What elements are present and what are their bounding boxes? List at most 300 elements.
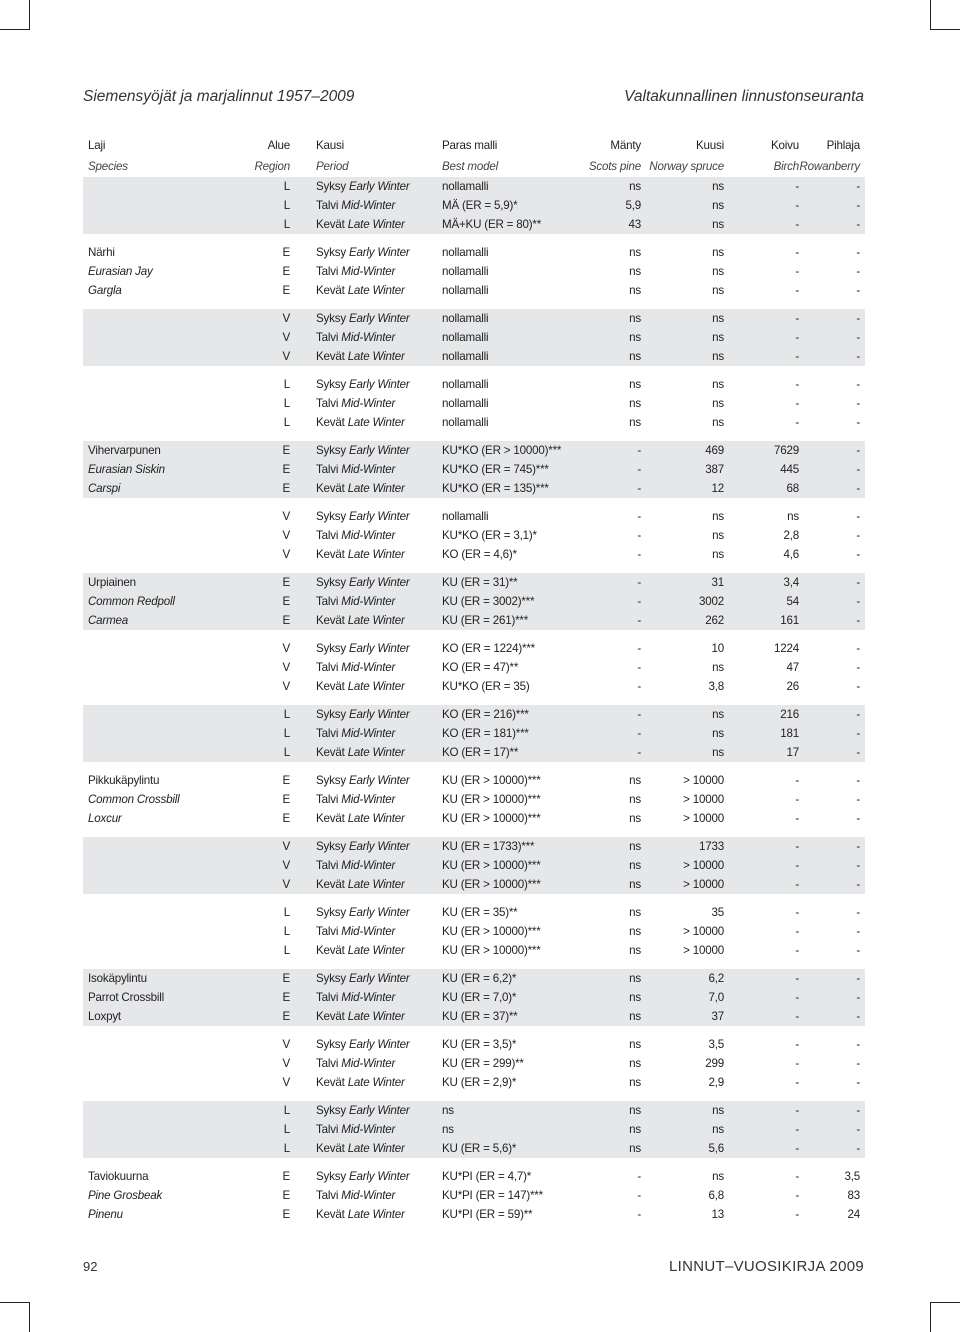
group-spacer	[83, 366, 865, 375]
birch-cell: -	[795, 246, 799, 259]
birch-cell: -	[795, 1038, 799, 1051]
norway-spruce-cell: 2,9	[708, 1076, 724, 1089]
norway-spruce-cell: 1733	[699, 840, 724, 853]
norway-spruce-cell: ns	[712, 548, 724, 561]
period-cell	[316, 611, 405, 630]
period-fi: Talvi	[316, 991, 339, 1004]
period-en: Early Winter	[348, 1170, 410, 1183]
scots-pine-cell: 43	[628, 218, 641, 231]
period-cell	[316, 705, 410, 724]
region-cell: V	[282, 1057, 290, 1070]
period-fi: Syksy	[316, 1170, 346, 1183]
period-cell	[316, 790, 395, 809]
birch-cell: 26	[786, 680, 799, 693]
col-header-species-en: Species	[88, 160, 128, 173]
region-cell: L	[283, 925, 290, 938]
region-cell: E	[282, 463, 290, 476]
scots-pine-cell: -	[637, 614, 641, 627]
species-cell: Närhi	[88, 246, 115, 259]
crop-mark	[29, 1302, 30, 1332]
col-header-scots-pine-en: Scots pine	[588, 160, 641, 173]
table-row	[83, 639, 865, 658]
period-en: Early Winter	[348, 642, 410, 655]
period-cell	[316, 479, 405, 498]
norway-spruce-cell: > 10000	[683, 944, 724, 957]
period-fi: Syksy	[316, 972, 346, 985]
period-fi: Syksy	[316, 312, 346, 325]
table-row	[83, 479, 865, 498]
scots-pine-cell: 5,9	[625, 199, 641, 212]
scots-pine-cell: ns	[629, 944, 641, 957]
rowanberry-cell: -	[856, 576, 860, 589]
period-fi: Kevät	[316, 878, 345, 891]
period-fi: Talvi	[316, 1057, 339, 1070]
scots-pine-cell: ns	[629, 774, 641, 787]
norway-spruce-cell: ns	[712, 180, 724, 193]
period-fi: Talvi	[316, 199, 339, 212]
region-cell: E	[282, 1189, 290, 1202]
footer-publication-title: LINNUT–VUOSIKIRJA 2009	[668, 1258, 864, 1275]
model-cell: KU (ER > 10000)***	[442, 925, 541, 938]
scots-pine-cell: ns	[629, 1057, 641, 1070]
table-row	[83, 1139, 865, 1158]
group-spacer	[83, 630, 865, 639]
period-fi: Syksy	[316, 840, 346, 853]
rowanberry-cell: -	[856, 906, 860, 919]
period-en: Mid-Winter	[341, 661, 396, 674]
period-en: Early Winter	[348, 1104, 410, 1117]
period-cell	[316, 856, 395, 875]
norway-spruce-cell: ns	[712, 1170, 724, 1183]
period-fi: Talvi	[316, 661, 339, 674]
birch-cell: -	[795, 397, 799, 410]
scots-pine-cell: -	[637, 661, 641, 674]
region-cell: E	[282, 1010, 290, 1023]
period-cell	[316, 592, 395, 611]
norway-spruce-cell: 262	[705, 614, 724, 627]
birch-cell: -	[795, 859, 799, 872]
birch-cell: 2,8	[783, 529, 799, 542]
period-cell	[316, 375, 410, 394]
period-fi: Talvi	[316, 727, 339, 740]
col-header-birch: Koivu	[770, 139, 799, 152]
period-en: Mid-Winter	[341, 595, 396, 608]
table-header-row	[83, 135, 865, 156]
rowanberry-cell: -	[856, 859, 860, 872]
rowanberry-cell: -	[856, 548, 860, 561]
period-en: Early Winter	[348, 246, 410, 259]
period-cell	[316, 347, 405, 366]
period-fi: Talvi	[316, 1189, 339, 1202]
rowanberry-cell: -	[856, 925, 860, 938]
period-en: Late Winter	[347, 284, 405, 297]
table-row	[83, 545, 865, 564]
region-cell: L	[283, 727, 290, 740]
model-cell: nollamalli	[442, 378, 489, 391]
scots-pine-cell: ns	[629, 793, 641, 806]
norway-spruce-cell: 3002	[699, 595, 724, 608]
col-header-rowanberry-en: Rowanberry	[799, 160, 860, 173]
period-en: Late Winter	[347, 746, 405, 759]
col-header-norway-spruce-en: Norway spruce	[649, 160, 724, 173]
period-fi: Kevät	[316, 746, 345, 759]
table-row	[83, 1120, 865, 1139]
period-fi: Syksy	[316, 444, 346, 457]
model-cell: KU*PI (ER = 59)**	[442, 1208, 533, 1221]
period-en: Mid-Winter	[341, 1189, 396, 1202]
species-cell: Carspi	[88, 482, 121, 495]
region-cell: E	[282, 972, 290, 985]
period-cell	[316, 969, 410, 988]
model-cell: nollamalli	[442, 246, 489, 259]
norway-spruce-cell: ns	[712, 1104, 724, 1117]
table-row	[83, 1167, 865, 1186]
table-row	[83, 507, 865, 526]
col-header-period: Kausi	[316, 139, 345, 152]
model-cell: KU (ER = 2,9)*	[442, 1076, 517, 1089]
model-cell: KU (ER > 10000)***	[442, 774, 541, 787]
period-en: Early Winter	[348, 378, 410, 391]
model-cell: KU (ER = 1733)***	[442, 840, 535, 853]
model-cell: nollamalli	[442, 265, 489, 278]
birch-cell: -	[795, 378, 799, 391]
model-cell: KU (ER = 261)***	[442, 614, 529, 627]
period-fi: Talvi	[316, 529, 339, 542]
model-cell: ns	[442, 1123, 454, 1136]
birch-cell: -	[795, 1010, 799, 1023]
period-en: Mid-Winter	[341, 463, 396, 476]
period-cell	[316, 281, 405, 300]
table-row	[83, 309, 865, 328]
birch-cell: 3,4	[783, 576, 799, 589]
col-header-region-en: Region	[254, 160, 290, 173]
period-fi: Talvi	[316, 265, 339, 278]
region-cell: L	[283, 1123, 290, 1136]
period-en: Late Winter	[347, 614, 405, 627]
col-header-rowanberry: Pihlaja	[826, 139, 860, 152]
period-cell	[316, 837, 410, 856]
norway-spruce-cell: 299	[705, 1057, 724, 1070]
birch-cell: 7629	[774, 444, 799, 457]
table-row	[83, 1035, 865, 1054]
crop-mark	[930, 0, 931, 30]
scots-pine-cell: ns	[629, 991, 641, 1004]
species-cell: Loxcur	[88, 812, 122, 825]
scots-pine-cell: ns	[629, 397, 641, 410]
birch-cell: 47	[786, 661, 799, 674]
period-en: Mid-Winter	[341, 1123, 396, 1136]
group-spacer	[83, 762, 865, 771]
norway-spruce-cell: 387	[705, 463, 724, 476]
scots-pine-cell: -	[637, 680, 641, 693]
rowanberry-cell: -	[856, 510, 860, 523]
period-cell	[316, 262, 395, 281]
period-en: Mid-Winter	[341, 265, 396, 278]
scots-pine-cell: ns	[629, 1038, 641, 1051]
norway-spruce-cell: ns	[712, 378, 724, 391]
period-en: Mid-Winter	[341, 925, 396, 938]
region-cell: L	[283, 416, 290, 429]
species-cell: Pinenu	[88, 1208, 123, 1221]
period-cell	[316, 413, 405, 432]
region-cell: L	[283, 906, 290, 919]
period-cell	[316, 243, 410, 262]
period-fi: Kevät	[316, 1142, 345, 1155]
period-en: Late Winter	[347, 1010, 405, 1023]
rowanberry-cell: -	[856, 1104, 860, 1117]
model-cell: MÄ (ER = 5,9)*	[442, 199, 518, 212]
norway-spruce-cell: ns	[712, 265, 724, 278]
region-cell: V	[282, 548, 290, 561]
region-cell: V	[282, 350, 290, 363]
period-cell	[316, 903, 410, 922]
running-header-title: Siemensyöjät ja marjalinnut 1957–2009	[83, 88, 355, 105]
species-cell: Isokäpylintu	[88, 972, 147, 985]
region-cell: V	[282, 859, 290, 872]
model-cell: KU*PI (ER = 4,7)*	[442, 1170, 532, 1183]
model-cell: KU (ER = 3002)***	[442, 595, 535, 608]
period-en: Mid-Winter	[341, 1057, 396, 1070]
table-row	[83, 969, 865, 988]
model-cell: KO (ER = 47)**	[442, 661, 519, 674]
rowanberry-cell: 83	[847, 1189, 860, 1202]
scots-pine-cell: -	[637, 576, 641, 589]
table-row	[83, 875, 865, 894]
rowanberry-cell: -	[856, 199, 860, 212]
model-cell: KU (ER = 31)**	[442, 576, 518, 589]
rowanberry-cell: -	[856, 284, 860, 297]
period-fi: Syksy	[316, 1104, 346, 1117]
birch-cell: 54	[786, 595, 799, 608]
table-row	[83, 215, 865, 234]
region-cell: V	[282, 661, 290, 674]
period-fi: Kevät	[316, 812, 345, 825]
period-cell	[316, 1101, 410, 1120]
period-fi: Kevät	[316, 416, 345, 429]
scots-pine-cell: ns	[629, 1142, 641, 1155]
norway-spruce-cell: ns	[712, 218, 724, 231]
rowanberry-cell: -	[856, 614, 860, 627]
period-en: Late Winter	[347, 482, 405, 495]
period-cell	[316, 507, 410, 526]
col-header-model-en: Best model	[442, 160, 498, 173]
scots-pine-cell: ns	[629, 331, 641, 344]
model-cell: KU*PI (ER = 147)***	[442, 1189, 543, 1202]
period-en: Mid-Winter	[341, 199, 396, 212]
region-cell: L	[283, 1142, 290, 1155]
model-cell: KU (ER > 10000)***	[442, 944, 541, 957]
region-cell: V	[282, 1076, 290, 1089]
model-cell: KO (ER = 216)***	[442, 708, 529, 721]
birch-cell: 4,6	[783, 548, 799, 561]
model-cell: KU (ER = 35)**	[442, 906, 518, 919]
table-header-row-english	[83, 156, 865, 177]
region-cell: E	[282, 1208, 290, 1221]
model-cell: KU (ER > 10000)***	[442, 793, 541, 806]
col-header-period-en: Period	[316, 160, 349, 173]
period-cell	[316, 309, 410, 328]
table-body	[83, 177, 865, 1224]
period-cell	[316, 196, 395, 215]
birch-cell: -	[795, 1057, 799, 1070]
region-cell: L	[283, 708, 290, 721]
norway-spruce-cell: 3,8	[708, 680, 724, 693]
norway-spruce-cell: ns	[712, 246, 724, 259]
table-row	[83, 196, 865, 215]
rowanberry-cell: -	[856, 463, 860, 476]
period-fi: Syksy	[316, 642, 346, 655]
table-row	[83, 413, 865, 432]
model-cell: KO (ER = 17)**	[442, 746, 519, 759]
birch-cell: 216	[780, 708, 799, 721]
region-cell: E	[282, 246, 290, 259]
crop-mark	[29, 0, 30, 30]
norway-spruce-cell: > 10000	[683, 878, 724, 891]
period-cell	[316, 941, 405, 960]
species-cell: Vihervarpunen	[88, 444, 161, 457]
rowanberry-cell: -	[856, 991, 860, 1004]
model-cell: KU*KO (ER = 745)***	[442, 463, 549, 476]
model-cell: nollamalli	[442, 180, 489, 193]
period-cell	[316, 394, 395, 413]
period-en: Early Winter	[348, 180, 410, 193]
table-row	[83, 790, 865, 809]
period-en: Early Winter	[348, 708, 410, 721]
rowanberry-cell: -	[856, 840, 860, 853]
birch-cell: ns	[787, 510, 799, 523]
table-row	[83, 573, 865, 592]
rowanberry-cell: -	[856, 661, 860, 674]
rowanberry-cell: -	[856, 482, 860, 495]
region-cell: E	[282, 482, 290, 495]
period-fi: Syksy	[316, 1038, 346, 1051]
scots-pine-cell: ns	[629, 378, 641, 391]
period-en: Late Winter	[347, 1142, 405, 1155]
model-cell: KO (ER = 4,6)*	[442, 548, 517, 561]
col-header-model: Paras malli	[442, 139, 498, 152]
rowanberry-cell: 24	[847, 1208, 860, 1221]
group-spacer	[83, 960, 865, 969]
model-cell: KU (ER = 299)**	[442, 1057, 524, 1070]
period-en: Mid-Winter	[341, 793, 396, 806]
region-cell: V	[282, 312, 290, 325]
rowanberry-cell: -	[856, 812, 860, 825]
scots-pine-cell: -	[637, 482, 641, 495]
period-cell	[316, 988, 395, 1007]
norway-spruce-cell: ns	[712, 727, 724, 740]
table-row	[83, 988, 865, 1007]
group-spacer	[83, 1026, 865, 1035]
group-spacer	[83, 1092, 865, 1101]
region-cell: L	[283, 378, 290, 391]
norway-spruce-cell: 469	[705, 444, 724, 457]
period-en: Early Winter	[348, 312, 410, 325]
scots-pine-cell: ns	[629, 1076, 641, 1089]
birch-cell: -	[795, 972, 799, 985]
period-en: Late Winter	[347, 878, 405, 891]
birch-cell: -	[795, 199, 799, 212]
period-fi: Talvi	[316, 463, 339, 476]
rowanberry-cell: -	[856, 218, 860, 231]
period-fi: Kevät	[316, 614, 345, 627]
period-cell	[316, 1035, 410, 1054]
species-cell: Eurasian Jay	[88, 265, 153, 278]
group-spacer	[83, 894, 865, 903]
model-cell: KU (ER = 6,2)*	[442, 972, 517, 985]
period-fi: Kevät	[316, 944, 345, 957]
scots-pine-cell: ns	[629, 312, 641, 325]
group-spacer	[83, 696, 865, 705]
scots-pine-cell: -	[637, 1189, 641, 1202]
period-en: Early Winter	[348, 840, 410, 853]
norway-spruce-cell: 10	[711, 642, 724, 655]
birch-cell: -	[795, 1189, 799, 1202]
period-en: Early Winter	[348, 774, 410, 787]
birch-cell: -	[795, 906, 799, 919]
period-en: Early Winter	[348, 444, 410, 457]
birch-cell: -	[795, 180, 799, 193]
rowanberry-cell: -	[856, 727, 860, 740]
page-number: 92	[83, 1259, 98, 1274]
model-cell: KU*KO (ER = 3,1)*	[442, 529, 537, 542]
table-row	[83, 903, 865, 922]
rowanberry-cell: -	[856, 312, 860, 325]
scots-pine-cell: ns	[629, 906, 641, 919]
period-cell	[316, 1205, 405, 1224]
crop-mark	[0, 29, 30, 30]
norway-spruce-cell: ns	[712, 746, 724, 759]
table-row	[83, 347, 865, 366]
region-cell: V	[282, 680, 290, 693]
region-cell: V	[282, 510, 290, 523]
period-en: Early Winter	[348, 576, 410, 589]
region-cell: V	[282, 642, 290, 655]
norway-spruce-cell: > 10000	[683, 774, 724, 787]
table-row	[83, 177, 865, 196]
period-fi: Syksy	[316, 906, 346, 919]
species-cell: Common Crossbill	[88, 793, 180, 806]
norway-spruce-cell: ns	[712, 416, 724, 429]
period-cell	[316, 639, 410, 658]
norway-spruce-cell: 37	[711, 1010, 724, 1023]
table-row	[83, 441, 865, 460]
table-row	[83, 1073, 865, 1092]
period-en: Late Winter	[347, 350, 405, 363]
scots-pine-cell: ns	[629, 1104, 641, 1117]
birch-cell: -	[795, 1123, 799, 1136]
rowanberry-cell: -	[856, 1010, 860, 1023]
birch-cell: -	[795, 991, 799, 1004]
table-row	[83, 743, 865, 762]
norway-spruce-cell: ns	[712, 199, 724, 212]
region-cell: E	[282, 774, 290, 787]
col-header-scots-pine: Mänty	[610, 139, 641, 152]
rowanberry-cell: -	[856, 746, 860, 759]
period-fi: Syksy	[316, 180, 346, 193]
birch-cell: -	[795, 284, 799, 297]
table-row	[83, 705, 865, 724]
rowanberry-cell: -	[856, 444, 860, 457]
region-cell: E	[282, 284, 290, 297]
rowanberry-cell: -	[856, 944, 860, 957]
rowanberry-cell: -	[856, 180, 860, 193]
period-fi: Kevät	[316, 680, 345, 693]
norway-spruce-cell: > 10000	[683, 925, 724, 938]
species-cell: Urpiainen	[88, 576, 136, 589]
period-cell	[316, 441, 410, 460]
birch-cell: -	[795, 878, 799, 891]
table-row	[83, 922, 865, 941]
